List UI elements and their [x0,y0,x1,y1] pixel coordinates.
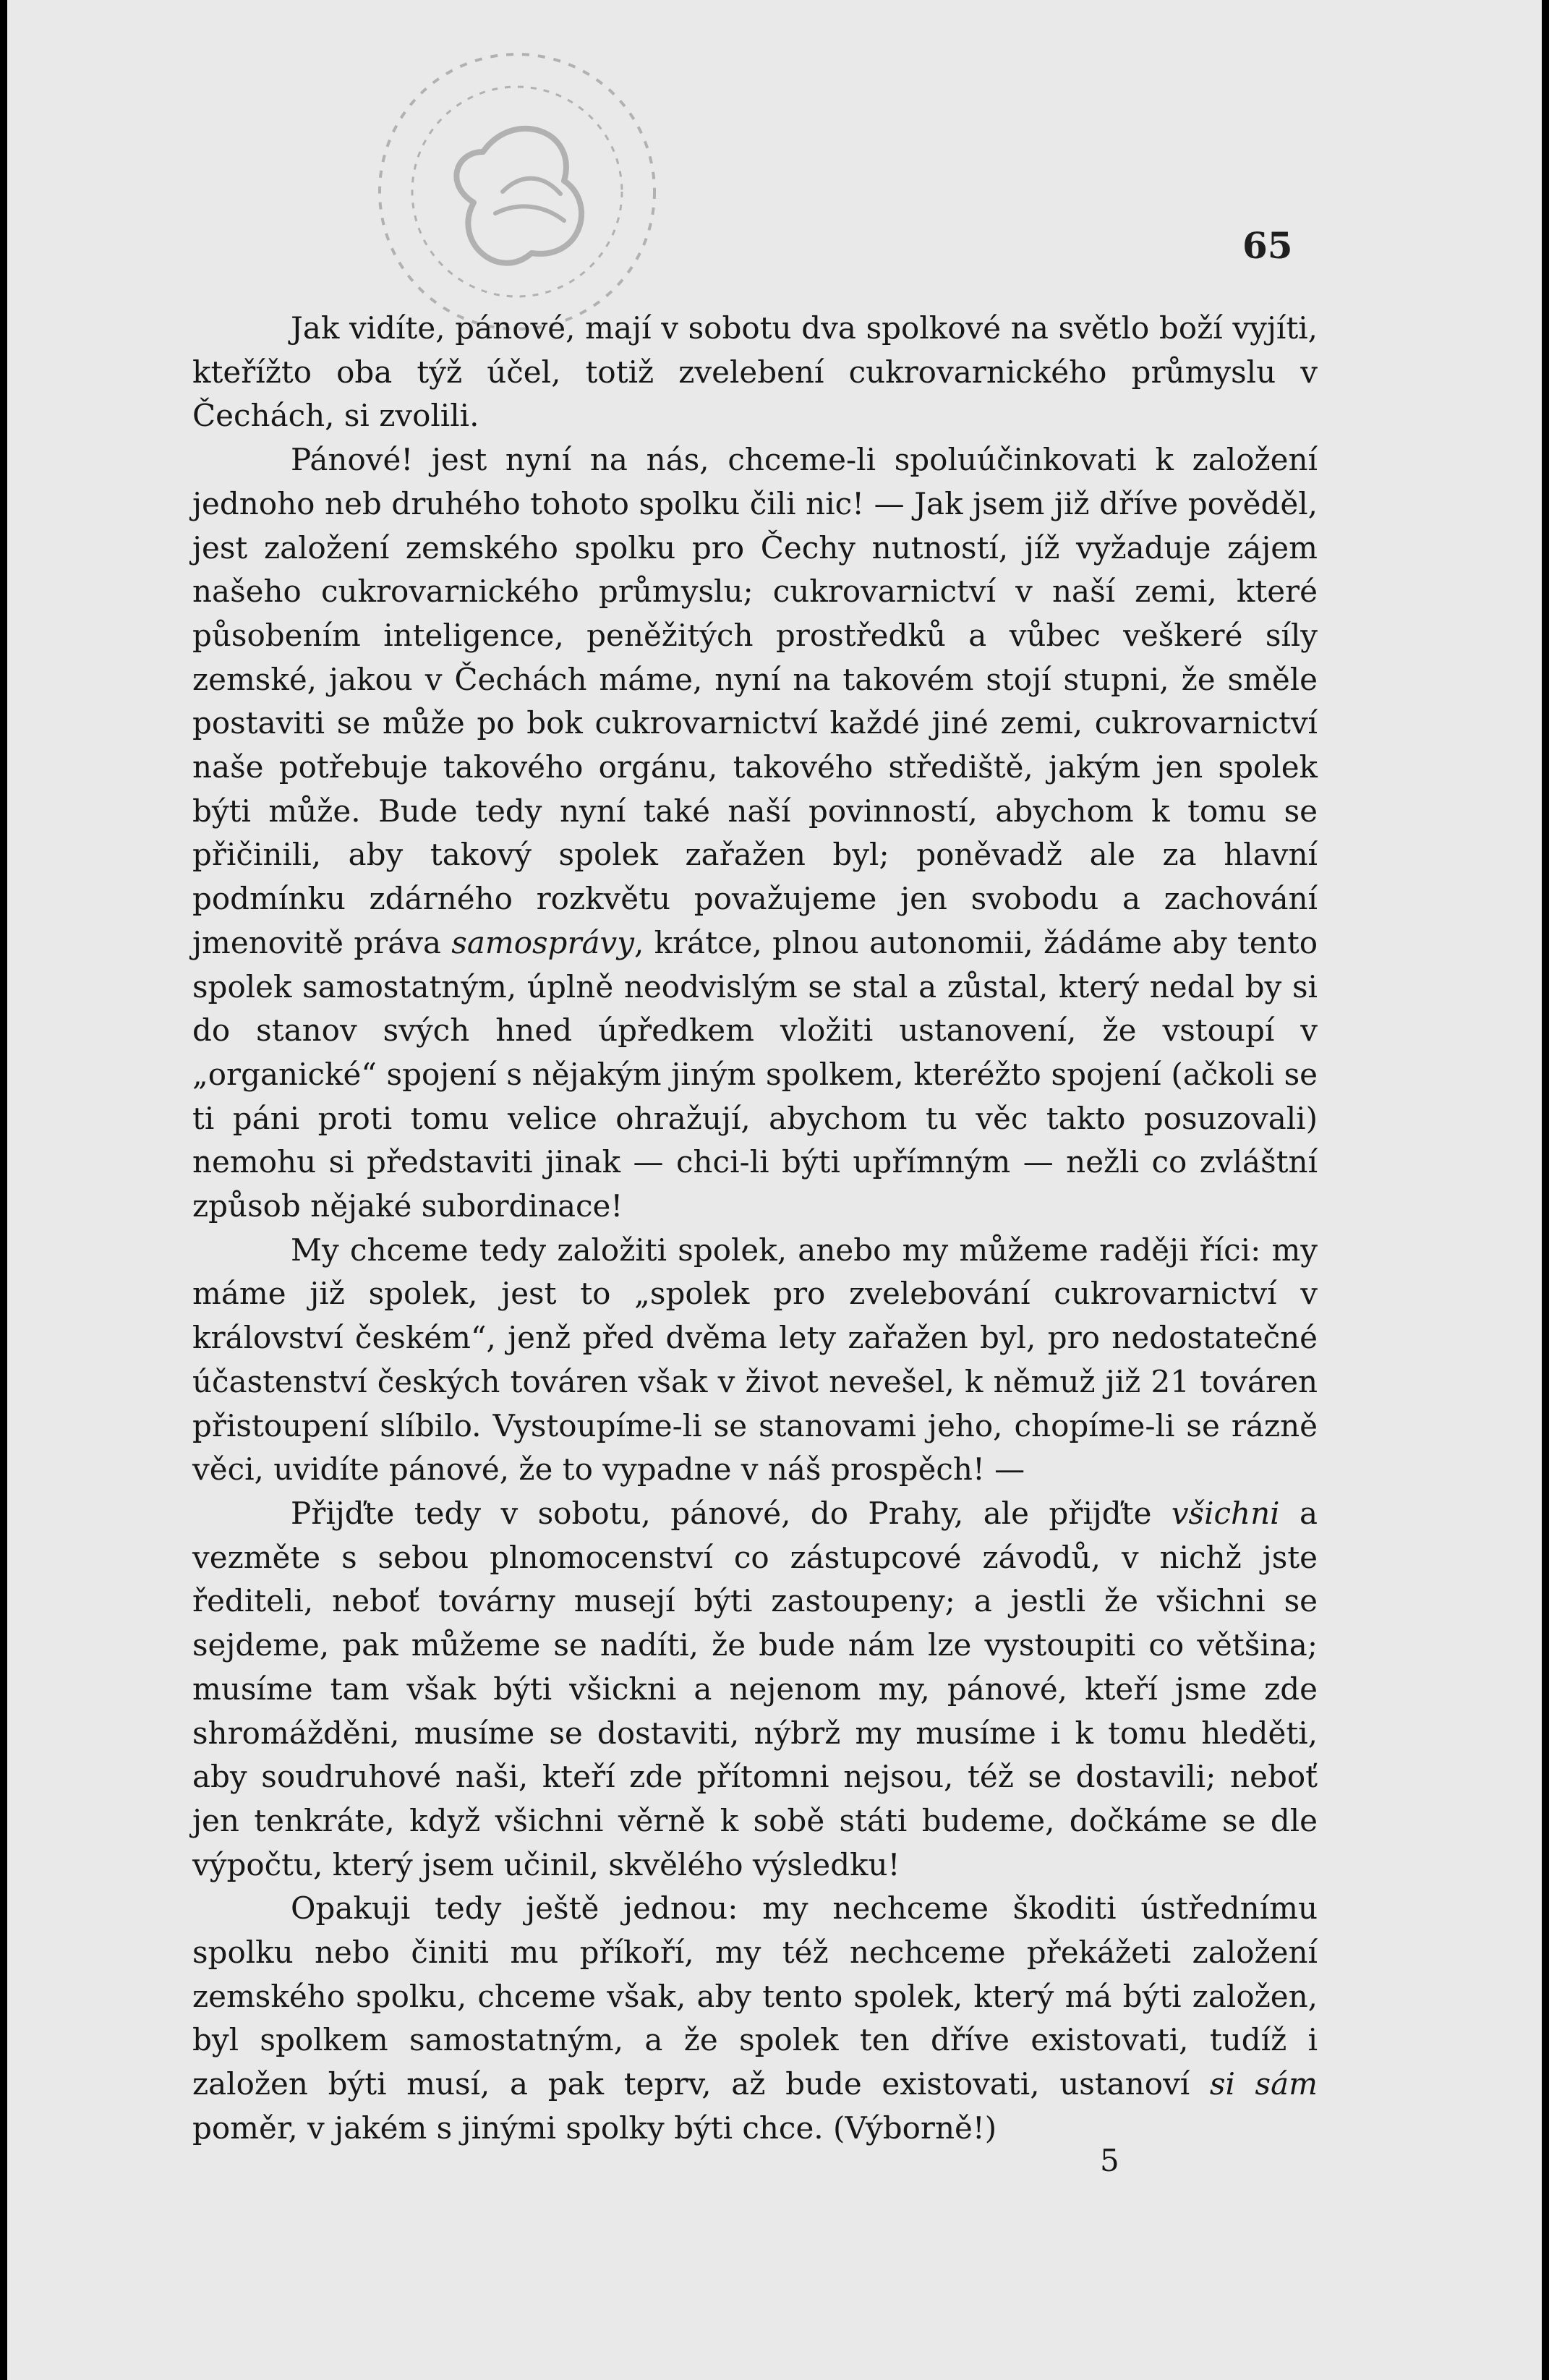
paragraph-5-text-after: poměr, v jakém s jinými spolky býti chce. (Výborně!) [192,2110,997,2146]
document-text [192,307,1318,2151]
paragraph-3 [192,1229,1318,1492]
paragraph-1-text: Jak vidíte, pánové, mají v sobotu dva spolkové na světlo boží vyjíti, kteřížto oba týž účel, totiž zvelebení cukrovarnického průmyslu v Čechách, si zvolili. [192,310,1318,434]
paragraph-1 [192,307,1318,438]
document-page [7,0,1542,2380]
paragraph-2 [192,438,1318,1229]
page-number: 65 [1242,224,1293,267]
paragraph-5-text-before: Opakuji tedy ještě jednou: my nechceme škoditi ústřednímu spolku nebo činiti mu příkoří, my též nechceme překážeti založení zemského spolku, chceme však, aby tento spolek, který má býti založen, byl spolkem samostatným, a že spolek ten dříve existovati, tudíž i založen býti musí, a pak teprv, až bude existovati, ustanoví [192,1890,1318,2102]
paragraph-2-text-after: , krátce, plnou autonomii, žádáme aby tento spolek samostatným, úplně neodvislým se stal a zůstal, který nedal by si do stanov svých hned úpředkem vložiti ustanovení, že vstoupí v „organické“ spojení s nějakým jiným spolkem, kteréžto spojení (ačkoli se ti páni proti tomu velice ohražují, abychom tu věc takto posuzovali) nemohu si představiti jinak — chci-li býti upřímným — nežli co zvláštní způsob nějaké subordinace! [192,924,1318,1224]
paragraph-4-text-after: a vezměte s sebou plnomocenství co zástupcové závodů, v nichž jste řediteli, neboť továrny musejí býti zastoupeny; a jestli že všichni se sejdeme, pak můžeme se nadíti, že bude nám lze vystoupiti co většina; musíme tam však býti všickni a nejenom my, pánové, kteří jsme zde shromážděni, musíme se dostaviti, nýbrž my musíme i k tomu hleděti, aby soudruhové naši, kteří zde přítomni nejsou, též se dostavili; neboť jen tenkráte, když všichni věrně k sobě státi budeme, dočkáme se dle výpočtu, který jsem učinil, skvělého výsledku! [192,1495,1318,1882]
paragraph-5-italic-term: si sám [1209,2066,1318,2102]
paragraph-4 [192,1492,1318,1887]
signature-number: 5 [1100,2143,1119,2178]
paragraph-4-italic-term: všichni [1171,1495,1280,1531]
paragraph-3-text: My chceme tedy založiti spolek, anebo my můžeme raději říci: my máme již spolek, jest to „spolek pro zvelebování cukrovarnictví v království českém“, jenž před dvěma lety zařažen byl, pro nedostatečné účastenství českých továren však v život nevešel, k němuž již 21 továren přistoupení slíbilo. Vystoupíme-li se stanovami jeho, chopíme-li se rázně věci, uvidíte pánové, že to vypadne v náš prospěch! — [192,1232,1318,1488]
paragraph-5 [192,1887,1318,2150]
paragraph-2-text-before: Pánové! jest nyní na nás, chceme-li spoluúčinkovati k založení jednoho neb druhého tohoto spolku čili nic! — Jak jsem již dříve pověděl, jest založení zemského spolku pro Čechy nutností, jíž vyžaduje zájem našeho cukrovarnického průmyslu; cukrovarnictví v naší zemi, které působením inteligence, peněžitých prostředků a vůbec veškeré síly zemské, jakou v Čechách máme, nyní na takovém stojí stupni, že směle postaviti se může po bok cukrovarnictví každé jiné zemi, cukrovarnictví naše potřebuje takového orgánu, takového střediště, jakým jen spolek býti může. Bude tedy nyní také naší povinností, abychom k tomu se přičinili, aby takový spolek zařažen byl; poněvadž ale za hlavní podmínku zdárného rozkvětu považujeme jen svobodu a zachování jmenovitě práva [192,442,1318,960]
paragraph-4-text-before: Přijďte tedy v sobotu, pánové, do Prahy, ale přijďte [291,1495,1172,1531]
paragraph-2-italic-term: samosprávy [451,924,635,960]
